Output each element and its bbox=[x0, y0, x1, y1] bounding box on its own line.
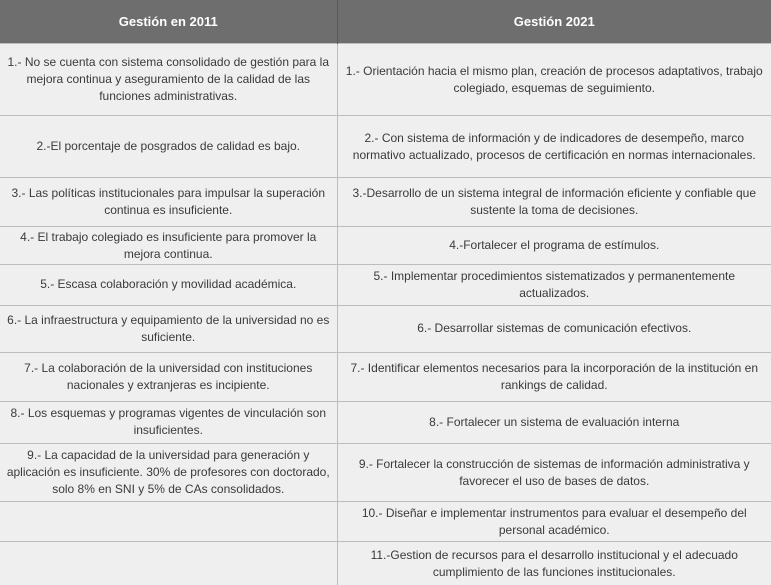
table-row bbox=[0, 227, 771, 264]
cell-2021: 8.- Fortalecer un sistema de evaluación interna bbox=[337, 401, 771, 443]
cell-2021: 6.- Desarrollar sistemas de comunicación efectivos. bbox=[337, 305, 771, 352]
cell-2011: 4.- El trabajo colegiado es insuficiente para promover la mejora continua. bbox=[0, 227, 337, 264]
cell-2011: 3.- Las políticas institucionales para impulsar la superación continua es insuficiente. bbox=[0, 178, 337, 227]
cell-2011 bbox=[0, 502, 337, 542]
cell-2021: 4.-Fortalecer el programa de estímulos. bbox=[337, 227, 771, 264]
table-row bbox=[0, 502, 771, 542]
table-row bbox=[0, 305, 771, 352]
cell-2011: 2.-El porcentaje de posgrados de calidad es bajo. bbox=[0, 116, 337, 178]
cell-2021: 3.-Desarrollo de un sistema integral de información eficiente y confiable que sustente la toma de decisiones. bbox=[337, 178, 771, 227]
cell-2011: 5.- Escasa colaboración y movilidad académica. bbox=[0, 264, 337, 305]
cell-2021: 7.- Identificar elementos necesarios para la incorporación de la institución en rankings de calidad. bbox=[337, 352, 771, 401]
cell-2021: 5.- Implementar procedimientos sistematizados y permanentemente actualizados. bbox=[337, 264, 771, 305]
header-gestion-2011: Gestión en 2011 bbox=[0, 0, 337, 44]
table-row bbox=[0, 264, 771, 305]
cell-2021: 10.- Diseñar e implementar instrumentos para evaluar el desempeño del personal académico. bbox=[337, 502, 771, 542]
cell-2011: 1.- No se cuenta con sistema consolidado de gestión para la mejora continua y aseguramiento de la calidad de las funciones administrativas. bbox=[0, 44, 337, 116]
table-row bbox=[0, 116, 771, 178]
cell-2011: 6.- La infraestructura y equipamiento de la universidad no es suficiente. bbox=[0, 305, 337, 352]
table-row bbox=[0, 352, 771, 401]
cell-2021: 1.- Orientación hacia el mismo plan, creación de procesos adaptativos, trabajo colegiado, esquemas de seguimiento. bbox=[337, 44, 771, 116]
table-row bbox=[0, 542, 771, 585]
table-row bbox=[0, 401, 771, 443]
table-row bbox=[0, 444, 771, 502]
cell-2021: 11.-Gestion de recursos para el desarrollo institucional y el adecuado cumplimiento de las funciones institucionales. bbox=[337, 542, 771, 585]
cell-2011: 9.- La capacidad de la universidad para generación y aplicación es insuficiente. 30% de profesores con doctorado, solo 8% en SNI y 5% de CAs consolidados. bbox=[0, 444, 337, 502]
table-row bbox=[0, 178, 771, 227]
cell-2021: 9.- Fortalecer la construcción de sistemas de información administrativa y favorecer el uso de bases de datos. bbox=[337, 444, 771, 502]
table-row bbox=[0, 44, 771, 116]
cell-2011: 7.- La colaboración de la universidad con instituciones nacionales y extranjeras es incipiente. bbox=[0, 352, 337, 401]
cell-2011 bbox=[0, 542, 337, 585]
header-gestion-2021: Gestión 2021 bbox=[337, 0, 771, 44]
cell-2021: 2.- Con sistema de información y de indicadores de desempeño, marco normativo actualizado, procesos de certificación en normas internacionales. bbox=[337, 116, 771, 178]
header-row bbox=[0, 0, 771, 44]
cell-2011: 8.- Los esquemas y programas vigentes de vinculación son insuficientes. bbox=[0, 401, 337, 443]
